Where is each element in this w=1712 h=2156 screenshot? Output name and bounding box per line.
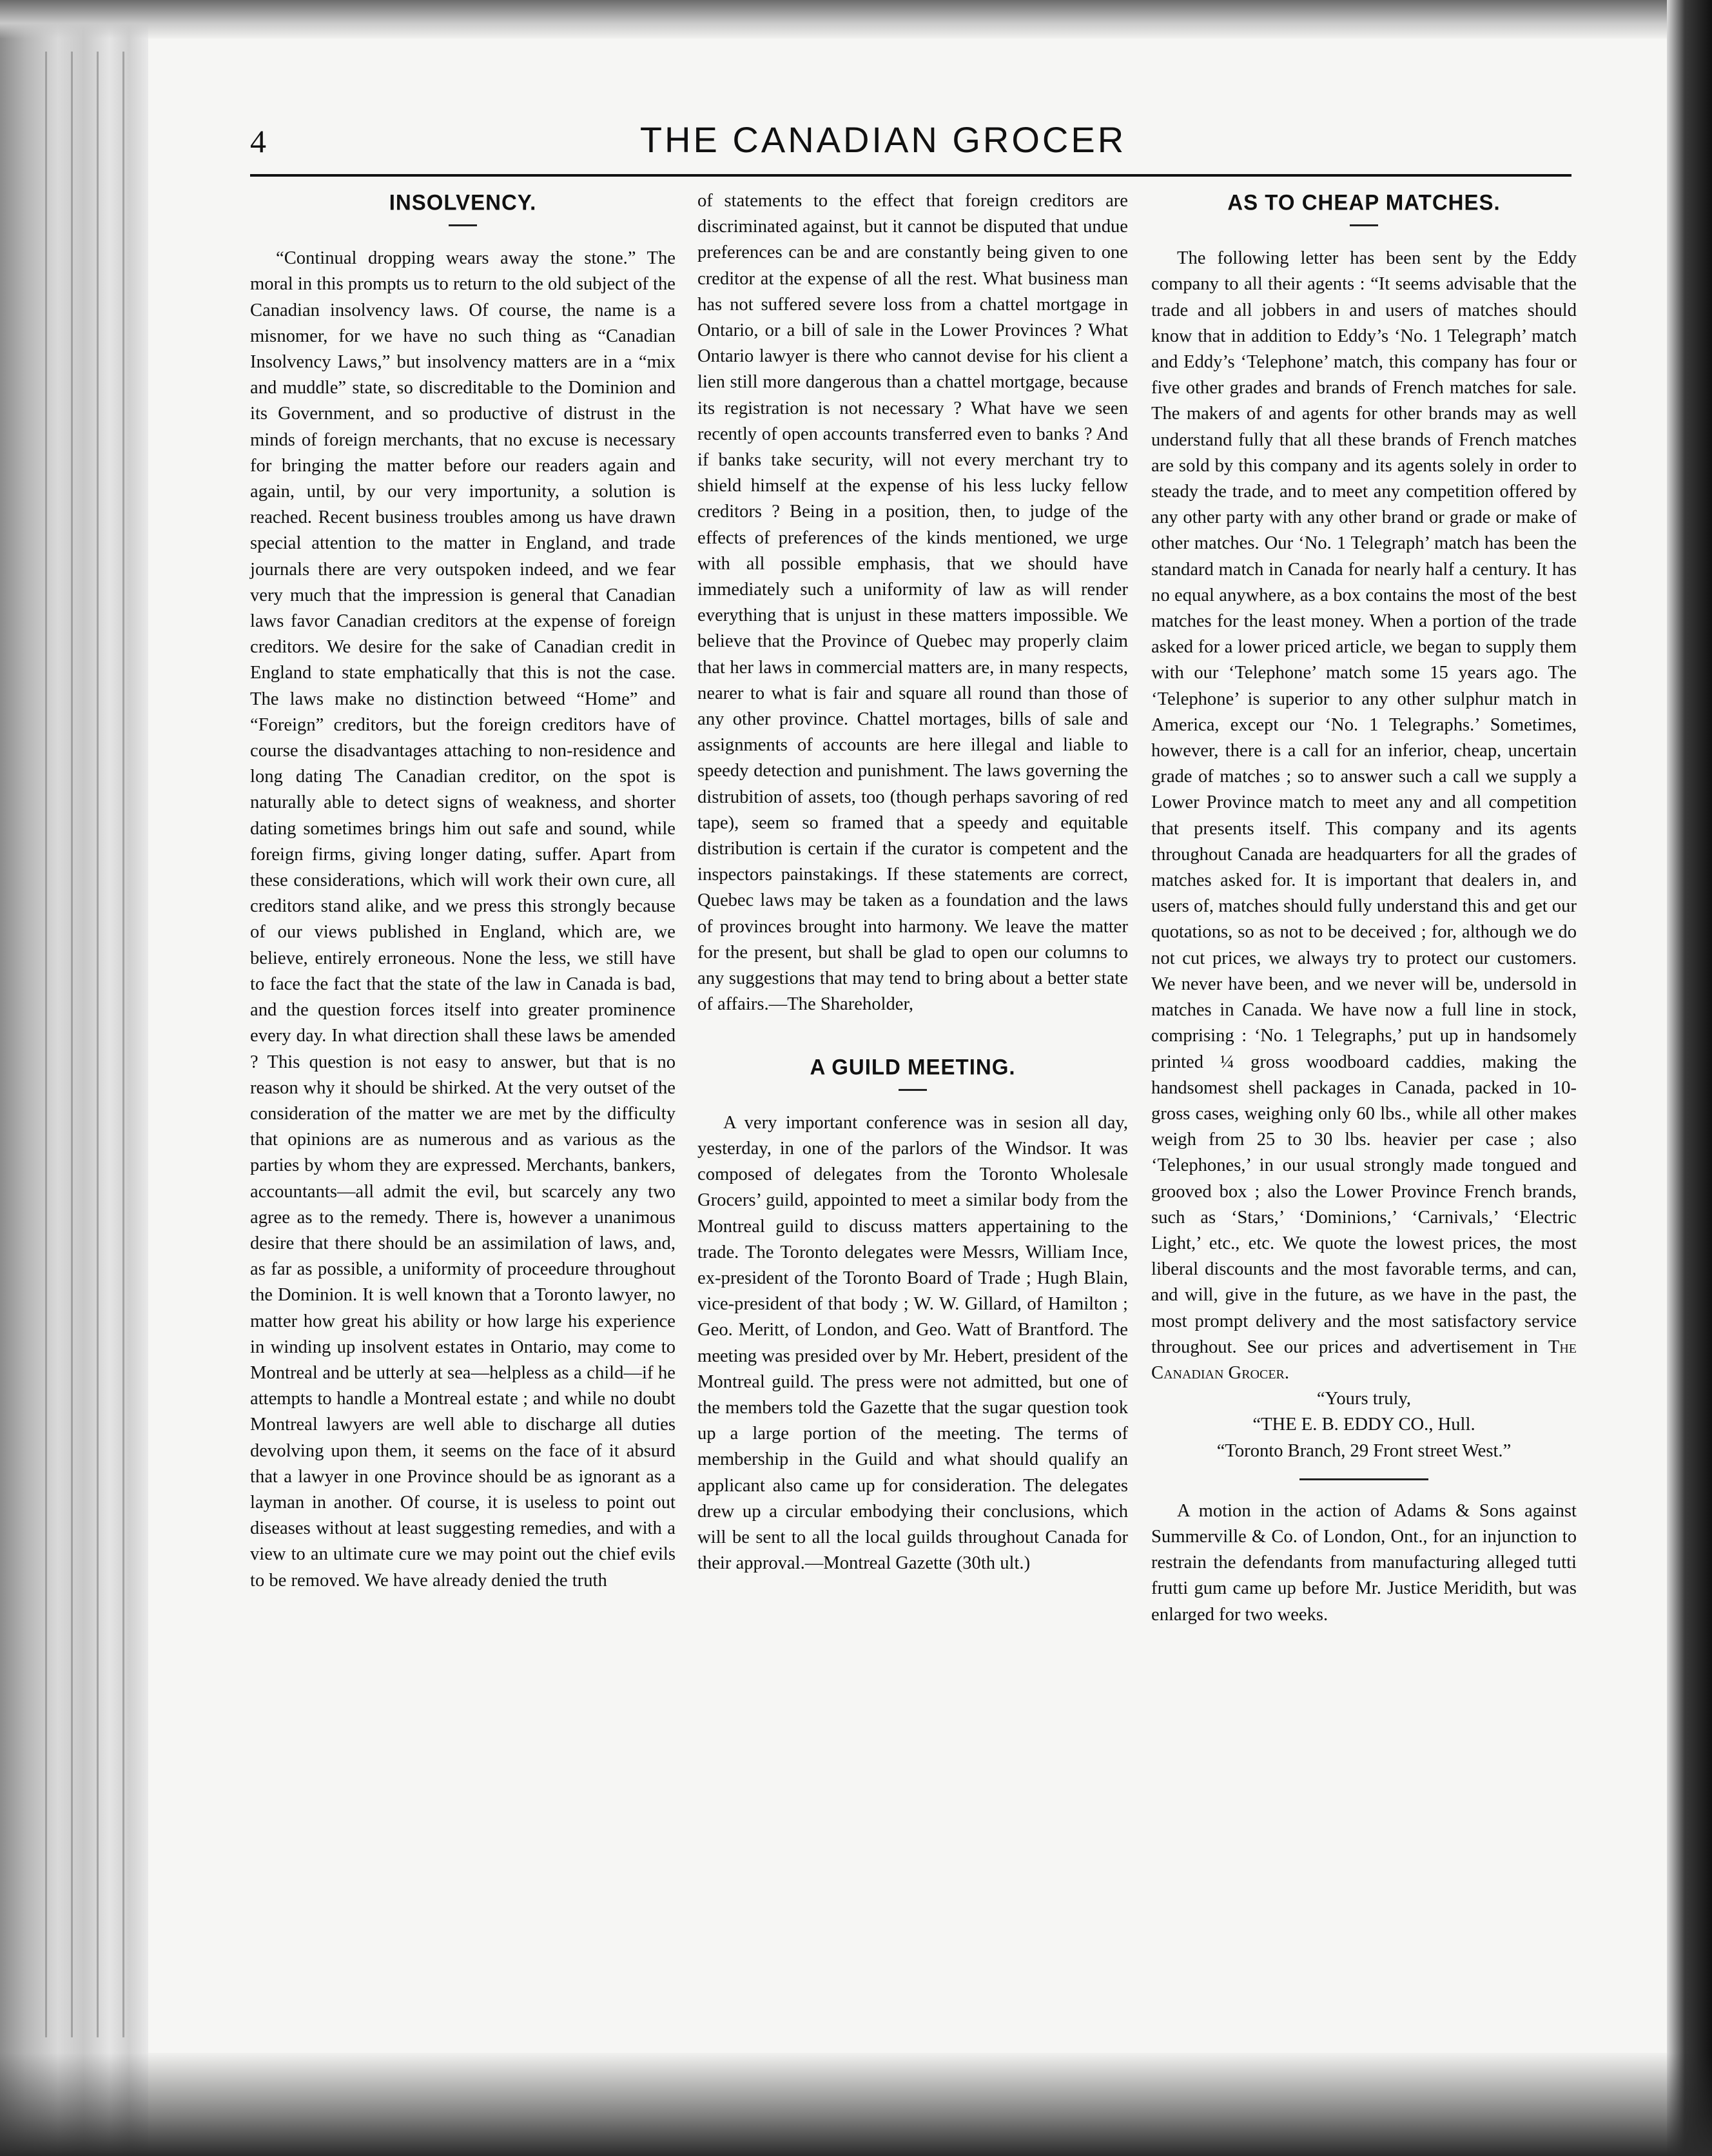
bottom-shadow xyxy=(0,2053,1712,2156)
section-divider xyxy=(1299,1478,1428,1480)
grocer-reference: The Canadian Grocer. xyxy=(1151,1337,1577,1383)
heading-dash xyxy=(899,1089,927,1091)
guild-meeting-paragraph: A very important conference was in sesion all day, yesterday, in one of the parlors of the Windsor. It was composed of delegates from the Toronto Wholesale Grocers’ guild, appointed to meet a similar body from the Montreal guild to discuss matters appertaining to the trade. The Toronto delegates were Messrs, William Ince, ex-president of the Toronto Board of Trade ; Hugh Blain, vice-president of that body ; W. W. Gillard, of Hamilton ; Geo. Meritt, of London, and Geo. Watt of Brantford. The meeting was presided over by Mr. Hebert, president of the Montreal guild. The press were not admitted, but one of the members told the Gazette that the sugar question took up a large portion of the meeting. The terms of membership in the Guild and what should qualify an applicant also came up for consideration. The delegates drew up a circular embodying their conclusions, which will be sent to all the local guilds throughout Canada for their approval.—Montreal Gazette (30th ult.) xyxy=(697,1112,1128,1574)
guild-meeting-heading: A GUILD MEETING. xyxy=(810,1054,1016,1079)
heading-dash xyxy=(1350,224,1378,226)
page-edge-line xyxy=(45,52,47,2037)
insolvency-continued-paragraph: of statements to the effect that foreign creditors are discriminated against, but it cannot be disputed that undue preferences can be and are constantly being given to one creditor at the expense of all the rest. What business man has not suffered severe loss from a chattel mortgage in Ontario, or a bill of sale in the Lower Provinces ? What Ontario lawyer is there who cannot devise for his client a lien still more dangerous than a chattel mortgage, because its registration is not necessary ? What have we seen recently of open accounts transferred even to banks ? And if banks take security, will not every merchant try to shield himself at the expense of his less lucky fellow creditors ? Being in a position, then, to judge of the effects of preferences of the kinds mentioned, we urge with all possible emphasis, that we should have immediately such a uniformity of law as will render everything that is unjust in these matters impossible. We believe that the Province of Quebec may properly claim that her laws in commercial matters are, in many respects, nearer to what is fair and square all round than those of any other province. Chattel mortages, bills of sale and assignments of accounts are here illegal and liable to speedy detection and punishment. The laws governing the distrubition of assets, too (though perhaps savoring of red tape), seem so framed that a speedy and equitable distribution is certain if the curator is competent and the inspectors painstakings. If these statements are correct, Quebec laws may be taken as a foundation and the laws of provinces brought into harmony. We leave the matter for the present, but shall be glad to open our columns to any suggestions that may tend to bring about a better state of affairs.—The Shareholder, xyxy=(697,191,1128,1015)
page-stack-edge xyxy=(0,0,148,2156)
column-3 xyxy=(1151,188,1577,1628)
page-edge-line xyxy=(97,52,99,2037)
column-2 xyxy=(697,188,1128,1576)
page-edge-line xyxy=(71,52,73,2037)
right-binding-shadow xyxy=(1667,0,1712,2156)
masthead-title: THE CANADIAN GROCER xyxy=(639,119,1127,160)
motion-paragraph: A motion in the action of Adams & Sons against Summerville & Co. of London, Ont., for an injunction to restrain the defendants from manufacturing alleged tutti frutti gum came up before Mr. Justice Meridith, but was enlarged for two weeks. xyxy=(1151,1500,1577,1625)
header-rule xyxy=(250,174,1571,177)
page-edge-line xyxy=(122,52,124,2037)
matches-heading: AS TO CHEAP MATCHES. xyxy=(1227,190,1501,215)
page-number: 4 xyxy=(250,123,266,159)
top-shadow xyxy=(0,0,1712,39)
matches-letter-text: The following letter has been sent by the Eddy company to all their agents : “It seems advisable that the trade and all jobbers in and users of matches should know that in addition to Eddy’s ‘No. 1 Telegraph’ match and Eddy’s ‘Telephone’ match, this company has four or five other grades and brands of French matches for sale. The makers of and agents for other brands may as well understand fully that all these brands of French matches are sold by this company and its agents solely in order to steady the trade, and to meet any competition offered by any other party with any other brand or grade or make of other matches. Our ‘No. 1 Telegraph’ match has been the standard match in Canada for nearly half a century. It has no equal anywhere, as a box contains the most of the best matches for the least money. When a portion of the trade asked for a lower priced article, we began to supply them with our ‘Telephone’ match some 15 years ago. The ‘Telephone’ is superior to any other sulphur match in America, except our ‘No. 1 Telegraphs.’ Sometimes, however, there is a call for an inferior, cheap, uncertain grade of matches ; so to answer such a call we supply a Lower Province match to meet any and all competition that presents itself. This company and its agents throughout Canada are headquarters for all the grades of matches asked for. It is important that dealers in, and users of, matches should fully understand this and get our quotations, so as not to be deceived ; for, although we do not cut prices, we always try to protect our customers. We never have been, and we never will be, undersold in matches in Canada. We have now a full line in stock, comprising : ‘No. 1 Telegraphs,’ put up in handsomely printed ¼ gross woodboard caddies, making the handsomest shell packages in Canada, packed in 10-gross cases, weighing only 60 lbs., while all other makes weigh from 25 to 30 lbs. heavier per case ; also ‘Telephones,’ in our usual strongly made tongued and grooved box ; also the Lower Province French brands, such as ‘Stars,’ ‘Dominions,’ ‘Carnivals,’ ‘Electric Light,’ etc., etc. We quote the lowest prices, the most liberal discounts and the most favorable terms, and can, and will, give in the future, as we have in the past, the most prompt delivery and the most satisfactory service throughout. See our prices and advertisement in xyxy=(1151,248,1577,1357)
letter-closing: “Yours truly, xyxy=(1316,1389,1412,1409)
column-1 xyxy=(250,188,676,1594)
heading-dash xyxy=(449,224,477,226)
letter-signature: “THE E. B. EDDY CO., Hull. xyxy=(1252,1415,1475,1435)
matches-letter-paragraph xyxy=(1151,246,1577,1386)
insolvency-paragraph: “Continual dropping wears away the stone.” The moral in this prompts us to return to the old subject of the Canadian insolvency laws. Of course, the name is a misnomer, for we have no such thing as “Canadian Insolvency Laws,” but insolvency matters are in a “mix and muddle” state, so discreditable to the Dominion and its Government, and so productive of distrust in the minds of foreign merchants, that no excuse is necessary for bringing the matter before our readers again and again, until, by our very importunity, a solution is reached. Recent business troubles among us have drawn special attention to the matter in England, and trade journals there are very outspoken indeed, and we fear very much that the impression is general that Canadian laws favor Canadian creditors at the expense of foreign creditors. We desire for the sake of Canadian credit in England to state emphatically that this is not the case. The laws make no distinction betweed “Home” and “Foreign” creditors, but the foreign creditors have of course the disadvantages attaching to non-residence and long dating The Canadian creditor, on the spot is naturally able to detect signs of weakness, and shorter dating sometimes brings him out safe and sound, while foreign firms, giving longer dating, suffer. Apart from these considerations, which will work their own cure, all creditors stand alike, and we press this strongly because of our views published in England, which are, we believe, entirely erroneous. None the less, we still have to face the fact that the state of the law in Canada is bad, and the question forces itself into greater prominence every day. In what direction shall these laws be amended ? This question is not easy to answer, but that is no reason why it should be shirked. At the very outset of the consideration of the matter we are met by the difficulty that opinions are as numerous and as various as the parties by whom they are expressed. Merchants, bankers, accountants—all admit the evil, but scarcely any two agree as to the remedy. There is, however a unanimous desire that there should be an assimilation of laws, and, as far as possible, a uniformity of proceedure throughout the Dominion. It is well known that a Toronto lawyer, no matter how great his ability or how large his experience in winding up insolvent estates in Ontario, may come to Montreal and be utterly at sea—helpless as a child—if he attempts to handle a Montreal estate ; and while no doubt Montreal lawyers are well able to discharge all duties devolving upon them, it seems on the face of it absurd that a lawyer in one Province should be as ignorant as a layman in another. Of course, it is useless to point out diseases without at least suggesting remedies, and with a view to an ultimate cure we may point out the chief evils to be removed. We have already denied the truth xyxy=(250,248,676,1591)
letter-branch: “Toronto Branch, 29 Front street West.” xyxy=(1216,1440,1512,1461)
insolvency-heading: INSOLVENCY. xyxy=(389,190,537,215)
